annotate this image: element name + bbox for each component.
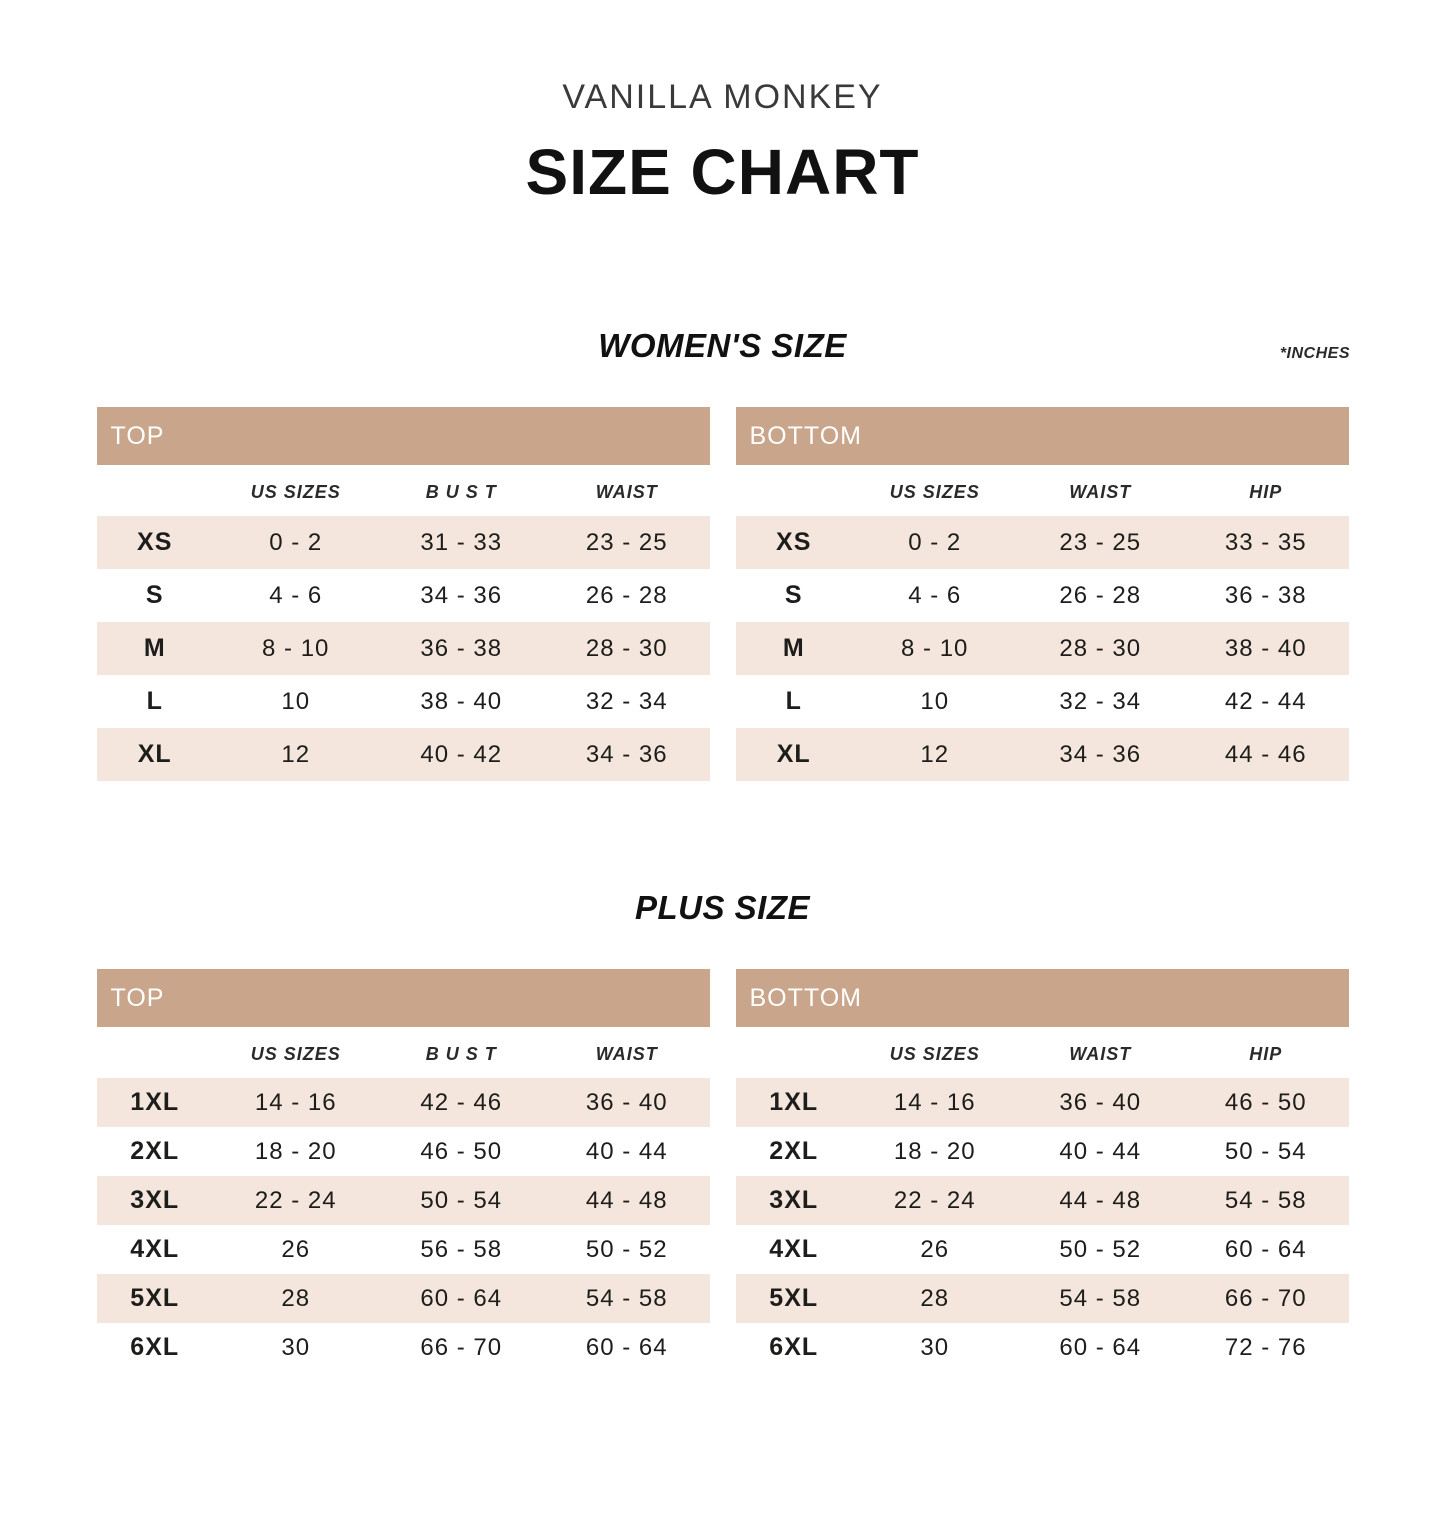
cell-us: 18 - 20: [852, 1127, 1018, 1176]
cell-b: 66 - 70: [1183, 1274, 1349, 1323]
table-row: [736, 622, 1349, 675]
cell-b: 50 - 52: [544, 1225, 710, 1274]
cell-us: 10: [213, 675, 379, 728]
cell-b: 26 - 28: [544, 569, 710, 622]
cell-a: 40 - 42: [378, 728, 544, 781]
cell-a: 28 - 30: [1017, 622, 1183, 675]
cell-us: 22 - 24: [852, 1176, 1018, 1225]
column-header-bust: B U S T: [378, 465, 544, 516]
table-row: [97, 622, 710, 675]
cell-b: 36 - 38: [1183, 569, 1349, 622]
table-row: [97, 1323, 710, 1372]
cell-b: 54 - 58: [1183, 1176, 1349, 1225]
cell-a: 56 - 58: [378, 1225, 544, 1274]
cell-us: 28: [852, 1274, 1018, 1323]
tables-row: [0, 969, 1445, 1372]
column-header-hip: HIP: [1183, 465, 1349, 516]
cell-us: 26: [213, 1225, 379, 1274]
cell-b: 72 - 76: [1183, 1323, 1349, 1372]
column-header-us-sizes: US SIZES: [213, 465, 379, 516]
cell-us: 18 - 20: [213, 1127, 379, 1176]
column-header-size: [97, 465, 213, 516]
section-title: PLUS SIZE: [634, 889, 811, 926]
table-category-row: [736, 407, 1349, 465]
cell-a: 50 - 52: [1017, 1225, 1183, 1274]
tables-row: [0, 407, 1445, 781]
table-row: [736, 569, 1349, 622]
cell-size: 1XL: [97, 1078, 213, 1127]
cell-size: 3XL: [736, 1176, 852, 1225]
units-note: *INCHES: [1279, 345, 1350, 362]
section-header: [0, 889, 1445, 927]
table-header-row: [97, 1027, 710, 1078]
cell-us: 30: [213, 1323, 379, 1372]
cell-size: 6XL: [736, 1323, 852, 1372]
column-header-waist: WAIST: [1017, 1027, 1183, 1078]
cell-us: 26: [852, 1225, 1018, 1274]
size-chart-page: [0, 78, 1445, 1372]
cell-a: 36 - 40: [1017, 1078, 1183, 1127]
table-row: [97, 1127, 710, 1176]
cell-b: 32 - 34: [544, 675, 710, 728]
cell-b: 54 - 58: [544, 1274, 710, 1323]
cell-size: XL: [97, 728, 213, 781]
cell-size: 5XL: [97, 1274, 213, 1323]
cell-size: 4XL: [736, 1225, 852, 1274]
cell-us: 10: [852, 675, 1018, 728]
cell-b: 50 - 54: [1183, 1127, 1349, 1176]
cell-size: M: [97, 622, 213, 675]
cell-b: 44 - 48: [544, 1176, 710, 1225]
cell-us: 28: [213, 1274, 379, 1323]
table-category-label: BOTTOM: [736, 969, 1349, 1027]
column-header-waist: WAIST: [544, 465, 710, 516]
cell-b: 42 - 44: [1183, 675, 1349, 728]
table-row: [736, 1127, 1349, 1176]
cell-a: 60 - 64: [378, 1274, 544, 1323]
cell-us: 0 - 2: [852, 516, 1018, 569]
table-row: [97, 1078, 710, 1127]
table-header-row: [736, 465, 1349, 516]
table-category-label: TOP: [97, 407, 710, 465]
cell-size: 6XL: [97, 1323, 213, 1372]
cell-size: 5XL: [736, 1274, 852, 1323]
cell-a: 66 - 70: [378, 1323, 544, 1372]
column-header-size: [736, 465, 852, 516]
section-womens-size: [0, 327, 1445, 781]
table-category-label: TOP: [97, 969, 710, 1027]
table-row: [736, 1078, 1349, 1127]
cell-a: 44 - 48: [1017, 1176, 1183, 1225]
table-row: [97, 728, 710, 781]
table-category-row: [97, 407, 710, 465]
table-header-row: [97, 465, 710, 516]
table-row: [97, 1274, 710, 1323]
table-category-row: [97, 969, 710, 1027]
cell-b: 40 - 44: [544, 1127, 710, 1176]
column-header-waist: WAIST: [1017, 465, 1183, 516]
cell-size: 2XL: [736, 1127, 852, 1176]
table-row: [736, 1323, 1349, 1372]
table-plus-bottom: [736, 969, 1349, 1372]
cell-a: 34 - 36: [1017, 728, 1183, 781]
cell-b: 38 - 40: [1183, 622, 1349, 675]
cell-a: 42 - 46: [378, 1078, 544, 1127]
cell-us: 14 - 16: [213, 1078, 379, 1127]
page-title: SIZE CHART: [525, 136, 920, 208]
table-category-row: [736, 969, 1349, 1027]
cell-a: 36 - 38: [378, 622, 544, 675]
section-header: [0, 327, 1445, 365]
cell-size: 3XL: [97, 1176, 213, 1225]
section-plus-size: [0, 889, 1445, 1372]
cell-size: XL: [736, 728, 852, 781]
cell-us: 14 - 16: [852, 1078, 1018, 1127]
cell-b: 28 - 30: [544, 622, 710, 675]
cell-a: 34 - 36: [378, 569, 544, 622]
table-row: [736, 728, 1349, 781]
cell-us: 4 - 6: [852, 569, 1018, 622]
cell-us: 4 - 6: [213, 569, 379, 622]
cell-size: 2XL: [97, 1127, 213, 1176]
cell-b: 60 - 64: [1183, 1225, 1349, 1274]
cell-a: 32 - 34: [1017, 675, 1183, 728]
table-header-row: [736, 1027, 1349, 1078]
cell-size: M: [736, 622, 852, 675]
column-header-us-sizes: US SIZES: [852, 465, 1018, 516]
cell-b: 44 - 46: [1183, 728, 1349, 781]
cell-size: S: [736, 569, 852, 622]
cell-us: 12: [852, 728, 1018, 781]
cell-size: L: [97, 675, 213, 728]
cell-us: 12: [213, 728, 379, 781]
table-womens-bottom: [736, 407, 1349, 781]
cell-size: 4XL: [97, 1225, 213, 1274]
cell-b: 60 - 64: [544, 1323, 710, 1372]
cell-size: XS: [97, 516, 213, 569]
table-row: [97, 569, 710, 622]
table-row: [97, 1176, 710, 1225]
cell-a: 50 - 54: [378, 1176, 544, 1225]
table-row: [736, 1274, 1349, 1323]
cell-a: 46 - 50: [378, 1127, 544, 1176]
column-header-size: [97, 1027, 213, 1078]
cell-us: 22 - 24: [213, 1176, 379, 1225]
column-header-waist: WAIST: [544, 1027, 710, 1078]
table-row: [97, 675, 710, 728]
cell-us: 8 - 10: [213, 622, 379, 675]
table-row: [736, 1225, 1349, 1274]
cell-a: 40 - 44: [1017, 1127, 1183, 1176]
cell-a: 60 - 64: [1017, 1323, 1183, 1372]
cell-us: 0 - 2: [213, 516, 379, 569]
table-category-label: BOTTOM: [736, 407, 1349, 465]
cell-b: 34 - 36: [544, 728, 710, 781]
column-header-us-sizes: US SIZES: [213, 1027, 379, 1078]
column-header-us-sizes: US SIZES: [852, 1027, 1018, 1078]
table-row: [97, 516, 710, 569]
cell-a: 31 - 33: [378, 516, 544, 569]
cell-size: XS: [736, 516, 852, 569]
section-title: WOMEN'S SIZE: [598, 327, 847, 364]
table-row: [97, 1225, 710, 1274]
cell-b: 46 - 50: [1183, 1078, 1349, 1127]
cell-size: 1XL: [736, 1078, 852, 1127]
column-header-bust: B U S T: [378, 1027, 544, 1078]
table-row: [736, 516, 1349, 569]
column-header-hip: HIP: [1183, 1027, 1349, 1078]
table-plus-top: [97, 969, 710, 1372]
cell-b: 33 - 35: [1183, 516, 1349, 569]
brand-name: VANILLA MONKEY: [562, 78, 883, 116]
cell-size: S: [97, 569, 213, 622]
cell-a: 38 - 40: [378, 675, 544, 728]
cell-a: 26 - 28: [1017, 569, 1183, 622]
cell-b: 36 - 40: [544, 1078, 710, 1127]
cell-us: 30: [852, 1323, 1018, 1372]
cell-a: 54 - 58: [1017, 1274, 1183, 1323]
table-row: [736, 1176, 1349, 1225]
table-row: [736, 675, 1349, 728]
cell-us: 8 - 10: [852, 622, 1018, 675]
column-header-size: [736, 1027, 852, 1078]
cell-b: 23 - 25: [544, 516, 710, 569]
cell-a: 23 - 25: [1017, 516, 1183, 569]
cell-size: L: [736, 675, 852, 728]
table-womens-top: [97, 407, 710, 781]
